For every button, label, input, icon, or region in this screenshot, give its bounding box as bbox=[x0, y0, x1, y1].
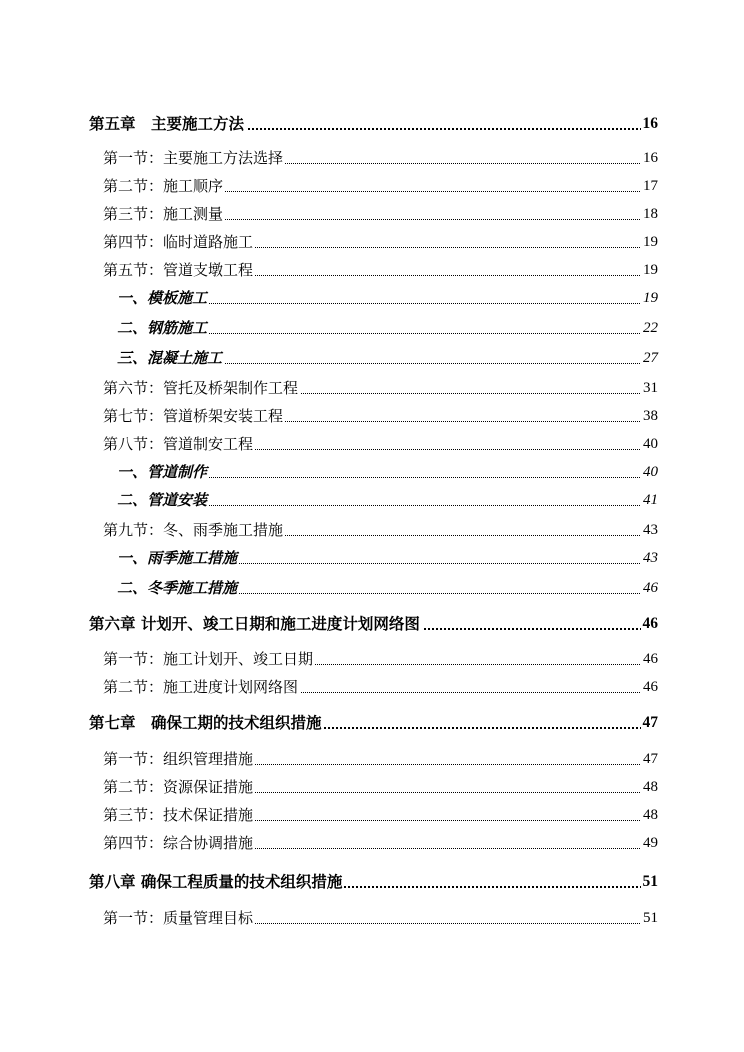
toc-entry-title: 第四节：综合协调措施 bbox=[103, 831, 255, 855]
toc-section-entry[interactable] bbox=[0, 376, 744, 400]
toc-entry-page-number: 48 bbox=[641, 775, 658, 799]
toc-entry-title: 第四节：临时道路施工 bbox=[103, 230, 255, 254]
toc-section-entry[interactable] bbox=[0, 647, 744, 671]
toc-entry-title: 三、混凝土施工 bbox=[117, 346, 224, 370]
toc-subsection-entry[interactable] bbox=[0, 286, 744, 310]
toc-entry-title: 第三节：技术保证措施 bbox=[103, 803, 255, 827]
toc-entry-title: 第八节：管道制安工程 bbox=[103, 432, 255, 456]
toc-entry-title: 第六章 计划开、竣工日期和施工进度计划网络图 bbox=[89, 612, 422, 636]
toc-leader-dots bbox=[140, 477, 654, 478]
toc-entry-page-number: 51 bbox=[641, 870, 659, 894]
toc-section-entry[interactable] bbox=[0, 174, 744, 198]
toc-entry-page-number: 31 bbox=[641, 376, 658, 400]
toc-leader-dots bbox=[140, 303, 654, 304]
toc-entry-page-number: 40 bbox=[641, 432, 658, 456]
toc-chapter-entry[interactable] bbox=[0, 112, 744, 136]
toc-entry-title: 第一节：主要施工方法选择 bbox=[103, 146, 285, 170]
toc-entry-title: 第一节：质量管理目标 bbox=[103, 906, 255, 930]
toc-entry-page-number: 47 bbox=[641, 711, 659, 735]
toc-entry-title: 第三节：施工测量 bbox=[103, 202, 225, 226]
toc-section-entry[interactable] bbox=[0, 230, 744, 254]
toc-entry-title: 第五章 主要施工方法 bbox=[89, 112, 246, 136]
toc-entry-page-number: 43 bbox=[641, 546, 658, 570]
toc-subsection-entry[interactable] bbox=[0, 488, 744, 512]
toc-subsection-entry[interactable] bbox=[0, 576, 744, 600]
toc-section-entry[interactable] bbox=[0, 906, 744, 930]
toc-section-entry[interactable] bbox=[0, 146, 744, 170]
toc-entry-page-number: 22 bbox=[641, 316, 658, 340]
toc-entry-page-number: 19 bbox=[641, 258, 658, 282]
toc-entry-title: 第五节：管道支墩工程 bbox=[103, 258, 255, 282]
toc-entry-page-number: 51 bbox=[641, 906, 658, 930]
toc-leader-dots bbox=[140, 333, 654, 334]
toc-entry-page-number: 43 bbox=[641, 518, 658, 542]
toc-entry-page-number: 40 bbox=[641, 460, 658, 484]
toc-entry-title: 第二节：资源保证措施 bbox=[103, 775, 255, 799]
toc-entry-title: 第一节：组织管理措施 bbox=[103, 747, 255, 771]
toc-section-entry[interactable] bbox=[0, 803, 744, 827]
toc-entry-page-number: 41 bbox=[641, 488, 658, 512]
toc-section-entry[interactable] bbox=[0, 202, 744, 226]
toc-entry-page-number: 16 bbox=[641, 112, 659, 136]
toc-entry-page-number: 48 bbox=[641, 803, 658, 827]
toc-chapter-entry[interactable] bbox=[0, 612, 744, 636]
toc-section-entry[interactable] bbox=[0, 518, 744, 542]
toc-entry-title: 第二节：施工顺序 bbox=[103, 174, 225, 198]
toc-entry-page-number: 19 bbox=[641, 286, 658, 310]
toc-section-entry[interactable] bbox=[0, 404, 744, 428]
toc-entry-page-number: 47 bbox=[641, 747, 658, 771]
toc-section-entry[interactable] bbox=[0, 831, 744, 855]
toc-entry-title: 第六节：管托及桥架制作工程 bbox=[103, 376, 300, 400]
toc-entry-title: 第二节：施工进度计划网络图 bbox=[103, 675, 300, 699]
toc-entry-title: 第七节：管道桥架安装工程 bbox=[103, 404, 285, 428]
toc-entry-page-number: 19 bbox=[641, 230, 658, 254]
toc-section-entry[interactable] bbox=[0, 747, 744, 771]
toc-entry-title: 第八章 确保工程质量的技术组织措施 bbox=[89, 870, 344, 894]
toc-entry-title: 第九节：冬、雨季施工措施 bbox=[103, 518, 285, 542]
toc-chapter-entry[interactable] bbox=[0, 870, 744, 894]
toc-section-entry[interactable] bbox=[0, 258, 744, 282]
toc-entry-page-number: 17 bbox=[641, 174, 658, 198]
toc-subsection-entry[interactable] bbox=[0, 316, 744, 340]
toc-subsection-entry[interactable] bbox=[0, 546, 744, 570]
toc-entry-page-number: 46 bbox=[641, 647, 658, 671]
toc-subsection-entry[interactable] bbox=[0, 460, 744, 484]
toc-entry-page-number: 27 bbox=[641, 346, 658, 370]
toc-entry-title: 二、冬季施工措施 bbox=[117, 576, 239, 600]
toc-entry-page-number: 46 bbox=[641, 576, 658, 600]
toc-entry-page-number: 49 bbox=[641, 831, 658, 855]
toc-entry-title: 二、钢筋施工 bbox=[117, 316, 209, 340]
toc-section-entry[interactable] bbox=[0, 675, 744, 699]
toc-entry-title: 第七章 确保工期的技术组织措施 bbox=[89, 711, 324, 735]
toc-entry-title: 一、模板施工 bbox=[117, 286, 209, 310]
toc-entry-title: 二、管道安装 bbox=[117, 488, 209, 512]
toc-subsection-entry[interactable] bbox=[0, 346, 744, 370]
toc-entry-page-number: 38 bbox=[641, 404, 658, 428]
toc-leader-dots bbox=[140, 505, 654, 506]
toc-entry-page-number: 16 bbox=[641, 146, 658, 170]
toc-section-entry[interactable] bbox=[0, 775, 744, 799]
toc-section-entry[interactable] bbox=[0, 432, 744, 456]
toc-entry-title: 第一节：施工计划开、竣工日期 bbox=[103, 647, 315, 671]
toc-entry-page-number: 18 bbox=[641, 202, 658, 226]
toc-entry-page-number: 46 bbox=[641, 675, 658, 699]
toc-entry-title: 一、管道制作 bbox=[117, 460, 209, 484]
toc-entry-page-number: 46 bbox=[641, 612, 659, 636]
toc-entry-title: 一、雨季施工措施 bbox=[117, 546, 239, 570]
toc-chapter-entry[interactable] bbox=[0, 711, 744, 735]
